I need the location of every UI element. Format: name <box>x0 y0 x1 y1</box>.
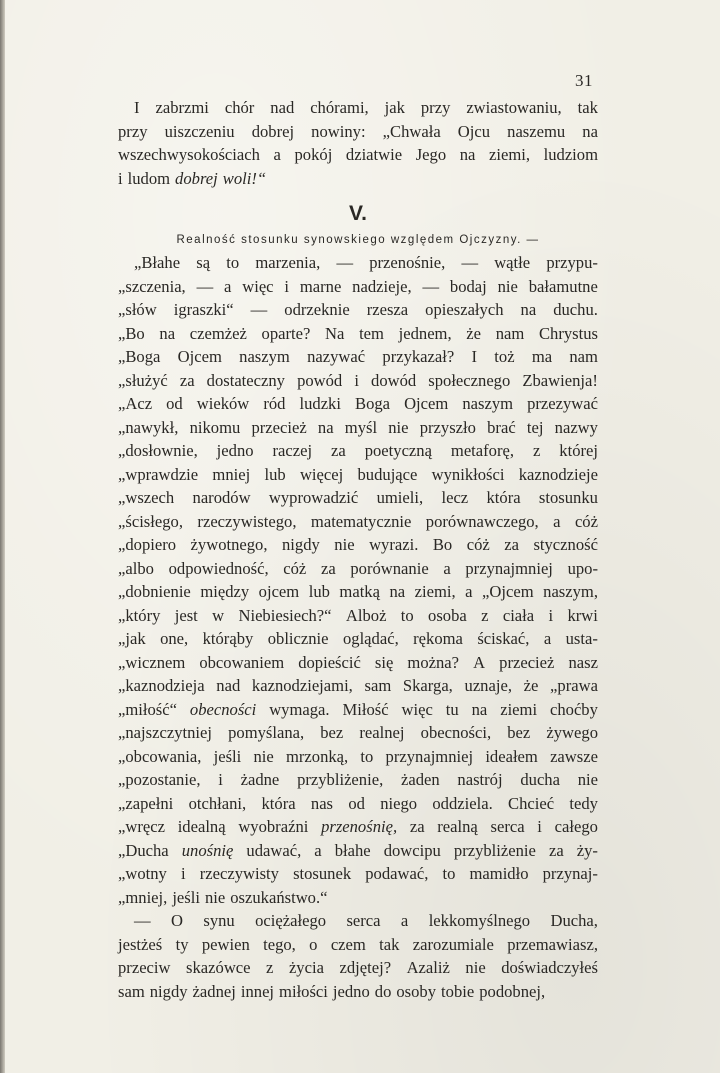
text-line: „pozostanie, i żadne przybliżenie, żaden nastrój ducha nie <box>118 770 598 789</box>
page-number: 31 <box>575 71 593 90</box>
text-line: „obcowania, jeśli nie mrzonką, to przynajmniej ideałem zawsze <box>118 746 598 766</box>
text-line: przy uiszczeniu dobrej nowiny: „Chwała Ojcu naszemu na <box>118 121 598 141</box>
text-line: „wotny i rzeczywisty stosunek podawać, to mamidło przynaj- <box>118 864 598 883</box>
text-line: „Błahe są to marzenia, — przenośnie, — wątłe przypu- <box>134 253 598 272</box>
text-line: „wręcz idealną wyobraźni przenośnię, za realną serca i całego <box>118 817 598 836</box>
text-line: i ludom dobrej woli!“ <box>118 168 267 188</box>
text-line: „najszczytniej pomyślana, bez realnej obecności, bez żywego <box>118 723 598 742</box>
text-line: „Ducha unośnię udawać, a błahe dowcipu przybliżenie za ży- <box>118 840 598 860</box>
text-line: „zapełni otchłani, która nas od niego oddziela. Chcieć tedy <box>118 793 598 813</box>
text-line: „Acz od wieków ród ludzki Boga Ojcem naszym przezywać <box>118 394 598 413</box>
paragraph-group <box>118 96 598 190</box>
text-line: „jak one, którąby oblicznie oglądać, rękoma ściskać, a usta- <box>118 629 598 648</box>
text-line: jestżeś ty pewien tego, o czem tak zarozumiale przemawiasz, <box>118 934 598 954</box>
text-line: wszechwysokościach a pokój dziatwie Jego na ziemi, ludziom <box>118 145 598 164</box>
text-line: „wszech narodów wyprowadzić umieli, lecz która stosunku <box>118 488 598 507</box>
text-line: sam nigdy żadnej innej miłości jedno do osoby tobie podobnej, <box>118 981 546 1001</box>
text-line: „dobnienie między ojcem lub matką na ziemi, a „Ojcem naszym, <box>118 582 598 601</box>
text-line: „wprawdzie mniej lub więcej budujące wynikłości kaznodzieje <box>118 464 598 484</box>
text-line: „który jest w Niebiesiech?“ Alboż to osoba z ciała i krwi <box>118 605 598 625</box>
text-line: — O synu ociężałego serca a lekkomyślnego Ducha, <box>134 911 598 930</box>
paragraph-group <box>118 251 598 1003</box>
text-line: „dosłownie, jedno raczej za poetyczną metaforę, z której <box>118 441 598 460</box>
paragraph <box>118 251 598 909</box>
text-line: „służyć za dostateczny powód i dowód społecznego Zbawienja! <box>118 370 598 390</box>
text-line: „miłość“ obecności wymaga. Miłość więc tu na ziemi choćby <box>118 699 598 719</box>
text-line: przeciw skazówce z życia zdjętej? Azaliż nie doświadczyłeś <box>118 958 598 977</box>
section-heading: V. <box>349 202 367 225</box>
text-line: „nawykł, nikomu przecież na myśl nie przyszło brać tej nazwy <box>118 417 598 437</box>
text-line: „ścisłego, rzeczywistego, matematycznie porównawczego, a cóż <box>118 511 598 531</box>
text-line: „albo odpowiedność, cóż za porównanie a przynajmniej upo- <box>118 558 598 578</box>
text-line: „mniej, jeśli nie oszukaństwo.“ <box>118 887 328 907</box>
text-line: „słów igraszki“ — odrzeknie rzesza opieszałych na duchu. <box>118 300 598 319</box>
page-edge-shadow <box>0 0 5 1073</box>
paragraph <box>118 96 598 190</box>
text-line: „Boga Ojcem naszym nazywać przykazał? I toż ma nam <box>118 347 598 366</box>
text-line: „dopiero żywotnego, nigdy nie wyrazi. Bo cóż za styczność <box>118 535 598 554</box>
paragraph <box>118 909 598 1003</box>
text-line: „szczenia, — a więc i marne nadzieje, — bodaj nie bałamutne <box>118 276 598 296</box>
text-block <box>118 96 598 1003</box>
text-line: „Bo na czemżeż oparte? Na tem jednem, że nam Chrystus <box>118 323 598 343</box>
text-line: „wicznem obcowaniem dopieścić się można? A przecież nasz <box>118 652 598 672</box>
text-line: „kaznodzieja nad kaznodziejami, sam Skarga, uznaje, że „prawa <box>118 676 598 695</box>
text-line: I zabrzmi chór nad chórami, jak przy zwiastowaniu, tak <box>134 98 598 117</box>
section-subheading: Realność stosunku synowskiego względem Ojczyzny. — <box>176 234 540 246</box>
